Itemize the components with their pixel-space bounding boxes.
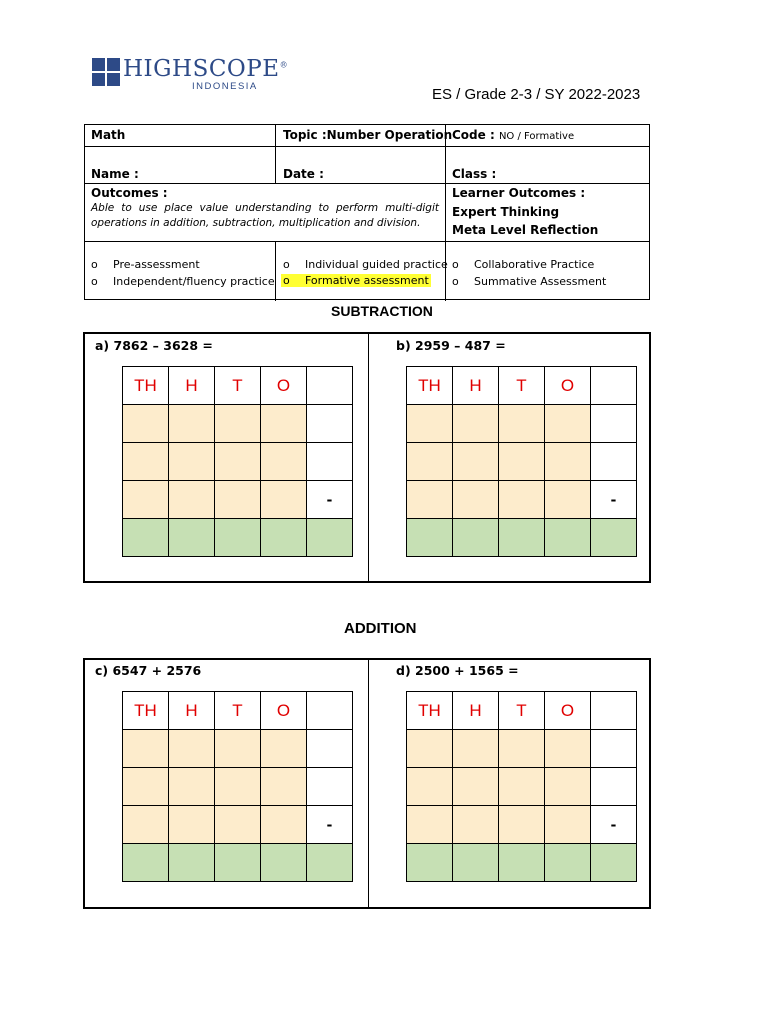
- grid-cell[interactable]: [545, 481, 591, 519]
- grid-cell[interactable]: [545, 730, 591, 768]
- grid-cell[interactable]: [169, 405, 215, 443]
- grid-cell[interactable]: [499, 481, 545, 519]
- grid-cell: [591, 367, 637, 405]
- assessment-collaborative: o Collaborative Practice: [452, 258, 595, 271]
- problem-b: b) 2959 – 487 =: [396, 338, 506, 353]
- assessment-summative: o Summative Assessment: [452, 275, 607, 288]
- assessment-independent: o Independent/fluency practice: [91, 275, 275, 288]
- assessment-guided: o Individual guided practice: [283, 258, 448, 271]
- grid-cell[interactable]: [215, 481, 261, 519]
- grid-cell[interactable]: [499, 405, 545, 443]
- grid-cell[interactable]: [123, 806, 169, 844]
- answer-cell[interactable]: [545, 519, 591, 557]
- grid-cell[interactable]: [453, 806, 499, 844]
- grid-cell[interactable]: [215, 443, 261, 481]
- answer-cell[interactable]: [407, 519, 453, 557]
- grid-cell[interactable]: [215, 405, 261, 443]
- grid-cell[interactable]: [169, 768, 215, 806]
- answer-cell[interactable]: [261, 844, 307, 882]
- grid-cell[interactable]: [499, 443, 545, 481]
- answer-cell[interactable]: [307, 519, 353, 557]
- grid-cell[interactable]: [169, 443, 215, 481]
- grid-cell[interactable]: [169, 730, 215, 768]
- grid-cell[interactable]: [453, 768, 499, 806]
- grid-cell[interactable]: [407, 730, 453, 768]
- grid-cell: [307, 367, 353, 405]
- grid-cell[interactable]: [215, 730, 261, 768]
- grid-d: [406, 691, 637, 882]
- grade-line: ES / Grade 2-3 / SY 2022-2023: [432, 86, 641, 103]
- grid-cell[interactable]: [453, 405, 499, 443]
- answer-cell[interactable]: [215, 519, 261, 557]
- answer-cell[interactable]: [169, 519, 215, 557]
- addition-title: ADDITION: [344, 620, 417, 637]
- outcomes-text: Able to use place value understanding to perform multi-digit operations in addition, subtraction, multiplication and division.: [91, 202, 439, 229]
- answer-cell[interactable]: [307, 844, 353, 882]
- code-value: NO / Formative: [498, 131, 575, 142]
- grid-a: [122, 366, 353, 557]
- grid-cell: [307, 730, 353, 768]
- subtraction-title: SUBTRACTION: [331, 303, 433, 319]
- highscope-logo: [92, 56, 289, 96]
- answer-cell[interactable]: [169, 844, 215, 882]
- header-h: H: [453, 367, 499, 405]
- header-th: TH: [123, 367, 169, 405]
- grid-cell[interactable]: [407, 405, 453, 443]
- header-table: [84, 124, 650, 300]
- grid-cell[interactable]: [545, 405, 591, 443]
- grid-cell[interactable]: [123, 443, 169, 481]
- grid-cell[interactable]: [453, 730, 499, 768]
- answer-cell[interactable]: [499, 844, 545, 882]
- grid-cell[interactable]: [407, 806, 453, 844]
- problem-a: a) 7862 – 3628 =: [95, 338, 213, 353]
- logo-wordmark: HIGHSCOPE®: [123, 56, 289, 82]
- header-th: TH: [123, 692, 169, 730]
- header-th: TH: [407, 692, 453, 730]
- grid-cell[interactable]: [169, 481, 215, 519]
- header-t: T: [499, 367, 545, 405]
- grid-cell[interactable]: [261, 806, 307, 844]
- grid-cell[interactable]: [499, 730, 545, 768]
- header-t: T: [215, 367, 261, 405]
- grid-cell[interactable]: [545, 768, 591, 806]
- header-o: O: [545, 367, 591, 405]
- header-th: TH: [407, 367, 453, 405]
- answer-cell[interactable]: [591, 844, 637, 882]
- grid-c: [122, 691, 353, 882]
- grid-cell: [307, 692, 353, 730]
- grid-cell[interactable]: [261, 443, 307, 481]
- assessment-pre: o Pre-assessment: [91, 258, 200, 271]
- grid-cell[interactable]: [215, 806, 261, 844]
- grid-cell[interactable]: [261, 730, 307, 768]
- grid-cell: [591, 692, 637, 730]
- topic-label: Topic :Number Operation: [283, 128, 453, 142]
- grid-cell[interactable]: [499, 768, 545, 806]
- answer-cell[interactable]: [499, 519, 545, 557]
- grid-cell: [307, 443, 353, 481]
- name-label: Name :: [91, 167, 139, 181]
- grid-cell[interactable]: [407, 768, 453, 806]
- outcomes-label: Outcomes :: [91, 186, 168, 200]
- header-o: O: [545, 692, 591, 730]
- grid-cell[interactable]: [215, 768, 261, 806]
- assessment-formative: o Formative assessment: [283, 274, 429, 287]
- minus-sign: -: [591, 481, 637, 519]
- grid-cell[interactable]: [453, 443, 499, 481]
- answer-cell[interactable]: [545, 844, 591, 882]
- header-h: H: [169, 367, 215, 405]
- minus-sign: -: [307, 481, 353, 519]
- grid-cell[interactable]: [499, 806, 545, 844]
- class-label: Class :: [452, 167, 497, 181]
- grid-cell[interactable]: [261, 405, 307, 443]
- grid-cell: [591, 768, 637, 806]
- subject-label: Math: [91, 128, 126, 142]
- answer-cell[interactable]: [215, 844, 261, 882]
- header-h: H: [453, 692, 499, 730]
- answer-cell[interactable]: [453, 519, 499, 557]
- grid-cell[interactable]: [545, 806, 591, 844]
- minus-sign: -: [591, 806, 637, 844]
- logo-mark-icon: [92, 58, 120, 86]
- answer-cell[interactable]: [453, 844, 499, 882]
- grid-cell[interactable]: [407, 481, 453, 519]
- learner-outcome-expert: Expert Thinking: [452, 205, 560, 219]
- grid-cell: [307, 405, 353, 443]
- logo-subtitle: INDONESIA: [192, 81, 258, 92]
- problem-d: d) 2500 + 1565 =: [396, 663, 519, 678]
- grid-cell: [307, 768, 353, 806]
- grid-cell: [591, 730, 637, 768]
- answer-cell[interactable]: [591, 519, 637, 557]
- header-o: O: [261, 692, 307, 730]
- grid-cell[interactable]: [407, 443, 453, 481]
- grid-cell: [591, 443, 637, 481]
- grid-cell[interactable]: [453, 481, 499, 519]
- header-t: T: [499, 692, 545, 730]
- code-field: [452, 128, 574, 142]
- grid-cell: [591, 405, 637, 443]
- minus-sign: -: [307, 806, 353, 844]
- grid-cell[interactable]: [123, 405, 169, 443]
- code-label: Code :: [452, 128, 495, 142]
- answer-cell[interactable]: [123, 844, 169, 882]
- header-t: T: [215, 692, 261, 730]
- learner-outcome-meta: Meta Level Reflection: [452, 223, 599, 237]
- grid-cell[interactable]: [123, 730, 169, 768]
- answer-cell[interactable]: [123, 519, 169, 557]
- grid-cell[interactable]: [261, 768, 307, 806]
- date-label: Date :: [283, 167, 324, 181]
- grid-cell[interactable]: [169, 806, 215, 844]
- answer-cell[interactable]: [261, 519, 307, 557]
- grid-cell[interactable]: [261, 481, 307, 519]
- header-o: O: [261, 367, 307, 405]
- grid-cell[interactable]: [545, 443, 591, 481]
- grid-b: [406, 366, 637, 557]
- header-h: H: [169, 692, 215, 730]
- answer-cell[interactable]: [407, 844, 453, 882]
- learner-outcomes-label: Learner Outcomes :: [452, 186, 586, 200]
- grid-cell[interactable]: [123, 481, 169, 519]
- grid-cell[interactable]: [123, 768, 169, 806]
- problem-c: c) 6547 + 2576: [95, 663, 202, 678]
